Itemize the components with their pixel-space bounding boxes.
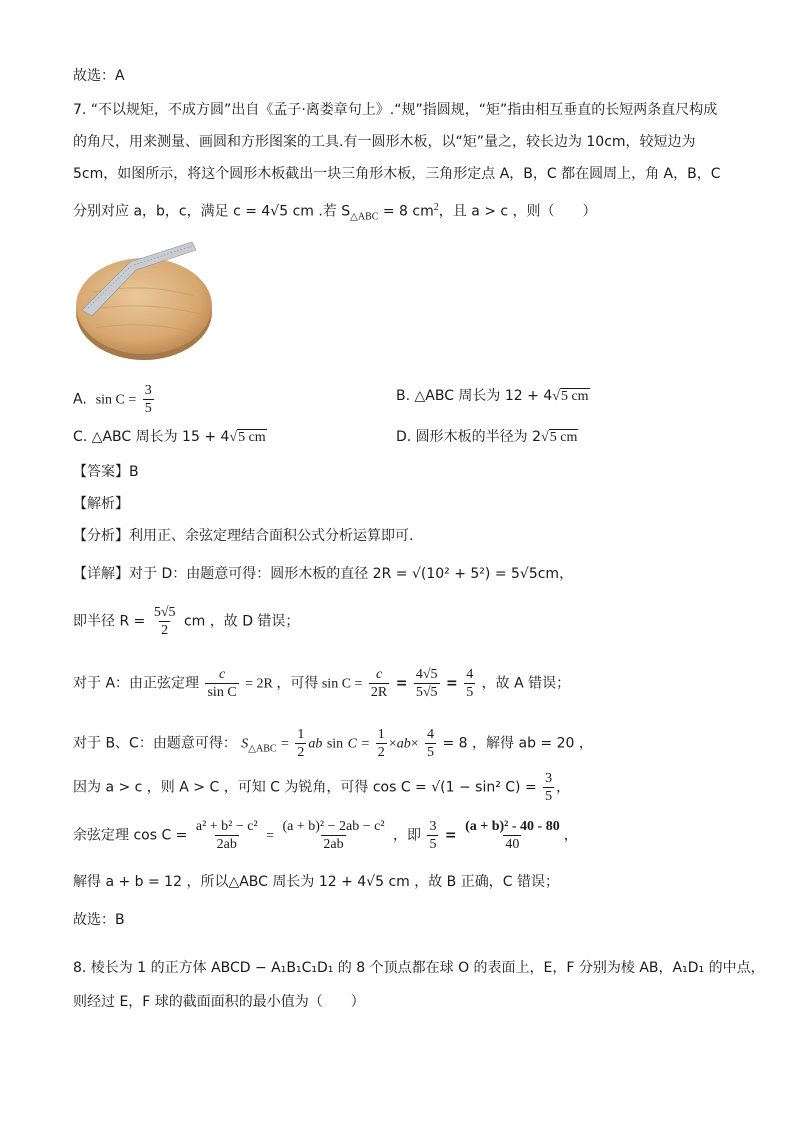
final-answer: 故选：B (73, 912, 125, 928)
fenxi-line: 【分析】利用正、余弦定理结合面积公式分析运算即可. (73, 528, 414, 544)
option-c: C. △ABC 周长为 15 + 4√5 cm (73, 429, 266, 445)
detail-bc-line: 对于 B、C：由题意可得： $S_{\triangle ABC}$ = $\frac{1}{2}$ ab sin C = $\frac{1}{2}$ ×ab× $\frac{4}{5}$ = 8 ，解得 ab = 20 ， (73, 727, 593, 760)
detail-d-line: 【详解】对于 D：由题意可得：圆形木板的直径 2R = √(10² + 5²) = 5√5cm， (73, 566, 574, 582)
option-b: B. △ABC 周长为 12 + 4√5 cm (396, 388, 589, 404)
q7-line-3: 5cm，如图所示，将这个圆形木板截出一块三角形木板，三角形定点 A，B，C 都在圆周上，角 A，B，C (73, 166, 721, 182)
cosine-law-line: 余弦定理 cos C = $\frac{\text{a² + b² − c²}}{2ab}$ = $\frac{\text{(a + b)² − 2ab − c²}}{2ab}$ ，即 $\frac{3}{5}$ = $\frac{\text{(a + b)² - 40 - 80}}{40}$ ， (73, 819, 578, 852)
cos-line: 因为 a > c ，则 A > C ，可知 C 为锐角，可得 cos C = √(1 − sin² C) = $\frac{3}{5}$ ， (73, 771, 571, 804)
wooden-board-figure (74, 232, 214, 362)
q7-line-2: 的角尺，用来测量、画圆和方形图案的工具.有一圆形木板，以“矩”量之，较长边为 10cm，较短边为 (73, 134, 696, 150)
q8-line-2: 则经过 E，F 球的截面面积的最小值为（ ） (73, 994, 365, 1010)
previous-answer: 故选：A (73, 68, 125, 84)
answer-line: 【答案】B (73, 464, 139, 480)
radius-line: 即半径 R = $\frac{5√5}{2}$ cm ，故 D 错误； (73, 605, 300, 638)
option-d: D. 圆形木板的半径为 2√5 cm (396, 429, 578, 445)
solve-line: 解得 a + b = 12 ，所以△ABC 周长为 12 + 4√5 cm ，故 B 正确，C 错误； (73, 874, 559, 890)
q8-line-1: 8. 棱长为 1 的正方体 ABCD − A₁B₁C₁D₁ 的 8 个顶点都在球 O 的表面上，E，F 分别为棱 AB，A₁D₁ 的中点， (73, 960, 765, 976)
detail-a-line: 对于 A：由正弦定理 $\frac{c}{\text{sin C}}$ = 2R ，可得 sin C = $\frac{c}{2R}$ = $\frac{4√5}{5√5}$ = $\frac{4}{5}$ ，故 A 错误； (73, 667, 571, 700)
option-a: A. sin C = $\frac{3}{5}$ (73, 383, 152, 416)
q7-line-1: 7. “不以规矩，不成方圆”出自《孟子·离娄章句上》.“规”指圆规，“矩”指由相互垂直的长短两条直尺构成 (73, 102, 718, 118)
fraction-3-5: $\frac{3}{5}$ (144, 383, 152, 416)
q7-line-4: 分别对应 a，b，c，满足 c = 4√5 cm .若 $S_{\triangle ABC} = 8$ $cm^2$，且 a > c ，则（ ） (73, 202, 597, 223)
analysis-heading: 【解析】 (73, 496, 129, 512)
